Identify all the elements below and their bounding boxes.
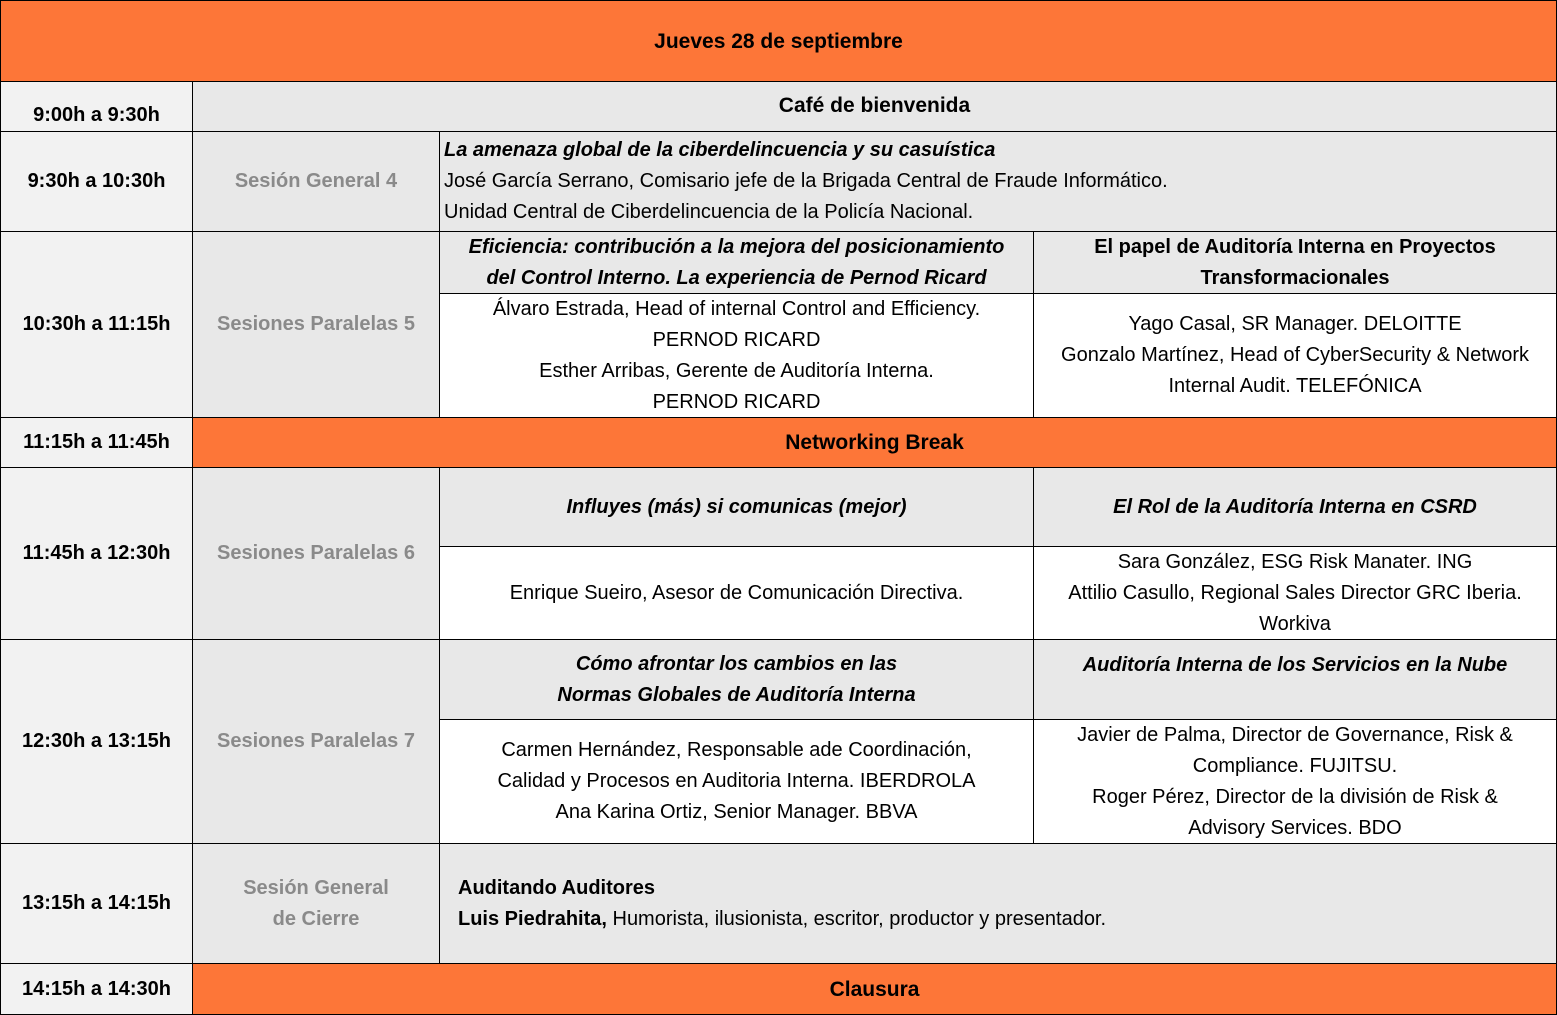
talk-title-line: del Control Interno. La experiencia de Pernod Ricard	[486, 266, 987, 289]
speakers-cell	[1033, 546, 1557, 640]
speakers-cell	[1033, 293, 1557, 418]
speakers-cell	[439, 293, 1034, 418]
speakers-cell	[439, 719, 1034, 844]
talk-title-line: Eficiencia: contribución a la mejora del posicionamiento	[468, 235, 1005, 258]
speaker-line: Attilio Casullo, Regional Sales Director GRC Iberia.	[1068, 581, 1522, 604]
talk-title-line: El Rol de la Auditoría Interna en CSRD	[1113, 495, 1477, 518]
break-cell	[192, 417, 1557, 468]
time-label: 10:30h a 11:15h	[22, 313, 171, 335]
talk-title: La amenaza global de la ciberdelincuencia y su casuística	[444, 139, 996, 161]
speaker-line: Yago Casal, SR Manager. DELOITTE	[1128, 313, 1462, 335]
session-label: Sesiones Paralelas 5	[217, 313, 415, 335]
session-cell	[192, 843, 440, 964]
time-cell	[0, 417, 193, 468]
speaker-name: Luis Piedrahita,	[458, 907, 607, 930]
session-cell	[192, 231, 440, 418]
talk-title-cell	[1033, 639, 1557, 720]
speaker-line: Internal Audit. TELEFÓNICA	[1168, 375, 1422, 397]
time-cell	[0, 231, 193, 418]
time-label: 13:15h a 14:15h	[22, 892, 171, 914]
time-cell	[0, 467, 193, 640]
speakers-cell	[1033, 719, 1557, 844]
session-cell	[192, 467, 440, 640]
speaker-line: Compliance. FUJITSU.	[1192, 754, 1398, 777]
session-label: de Cierre	[272, 907, 360, 930]
speaker-line: Gonzalo Martínez, Head of CyberSecurity & Network	[1061, 344, 1529, 366]
speaker-line: Unidad Central de Ciberdelincuencia de la Policía Nacional.	[444, 201, 974, 223]
talk-title-line: Auditoría Interna de los Servicios en la Nube	[1082, 654, 1508, 676]
speaker-line	[458, 904, 1106, 935]
welcome-cell	[192, 81, 1557, 132]
time-cell	[0, 843, 193, 964]
speaker-role: Humorista, ilusionista, escritor, productor y presentador.	[606, 907, 1107, 930]
speaker-line: Enrique Sueiro, Asesor de Comunicación Directiva.	[509, 581, 964, 604]
talk-title-cell	[439, 231, 1034, 294]
speaker-line: PERNOD RICARD	[652, 328, 821, 351]
talk-title-line: Transformacionales	[1200, 266, 1390, 289]
time-label: 12:30h a 13:15h	[22, 730, 171, 752]
session-cell	[192, 639, 440, 844]
time-label: 14:15h a 14:30h	[22, 977, 171, 1000]
time-cell	[0, 963, 193, 1015]
speaker-line: Roger Pérez, Director de la división de Risk &	[1092, 785, 1498, 808]
talk-title-line: Influyes (más) si comunicas (mejor)	[566, 495, 907, 518]
speaker-line: Javier de Palma, Director de Governance, Risk &	[1077, 723, 1513, 746]
welcome-title: Café de bienvenida	[778, 94, 971, 117]
talk-title-cell	[439, 639, 1034, 720]
talk-title-cell	[1033, 467, 1557, 547]
speaker-line: Sara González, ESG Risk Manater. ING	[1117, 550, 1473, 573]
talk-cell	[439, 843, 1557, 964]
speaker-line: Álvaro Estrada, Head of internal Control and Efficiency.	[492, 297, 981, 320]
session-label: Sesión General	[243, 876, 389, 899]
talk-title-cell	[439, 467, 1034, 547]
day-header	[0, 0, 1557, 82]
time-label: 9:00h a 9:30h	[33, 104, 160, 126]
speaker-line: Carmen Hernández, Responsable ade Coordinación,	[501, 739, 972, 761]
talk-title-cell	[1033, 231, 1557, 294]
talk-title-line: Cómo afrontar los cambios en las	[575, 652, 898, 675]
speaker-line: José García Serrano, Comisario jefe de la Brigada Central de Fraude Informático.	[444, 170, 1168, 192]
time-label: 11:15h a 11:45h	[23, 431, 170, 453]
day-title: Jueves 28 de septiembre	[654, 29, 903, 53]
closing-cell	[192, 963, 1557, 1015]
speaker-line: Ana Karina Ortiz, Senior Manager. BBVA	[555, 801, 918, 823]
time-label: 9:30h a 10:30h	[27, 170, 166, 192]
speaker-line: Workiva	[1259, 612, 1331, 635]
time-cell	[0, 81, 193, 132]
talk-title: Auditando Auditores	[458, 876, 656, 899]
session-cell	[192, 131, 440, 232]
speaker-line: PERNOD RICARD	[652, 390, 821, 413]
speaker-line: Esther Arribas, Gerente de Auditoría Interna.	[539, 359, 934, 382]
speaker-line: Advisory Services. BDO	[1188, 816, 1402, 839]
session-label: Sesiones Paralelas 7	[217, 730, 415, 752]
talk-title-line: Normas Globales de Auditoría Interna	[557, 683, 916, 706]
break-title: Networking Break	[785, 431, 964, 454]
session-label: Sesión General 4	[234, 170, 398, 192]
closing-title: Clausura	[829, 977, 920, 1001]
talk-title-line: El papel de Auditoría Interna en Proyectos	[1094, 235, 1496, 258]
time-cell	[0, 131, 193, 232]
time-cell	[0, 639, 193, 844]
session-label: Sesiones Paralelas 6	[217, 542, 415, 564]
time-label: 11:45h a 12:30h	[22, 542, 171, 564]
speaker-line: Calidad y Procesos en Auditoria Interna. IBERDROLA	[497, 770, 976, 792]
speakers-cell	[439, 546, 1034, 640]
talk-cell	[439, 131, 1557, 232]
